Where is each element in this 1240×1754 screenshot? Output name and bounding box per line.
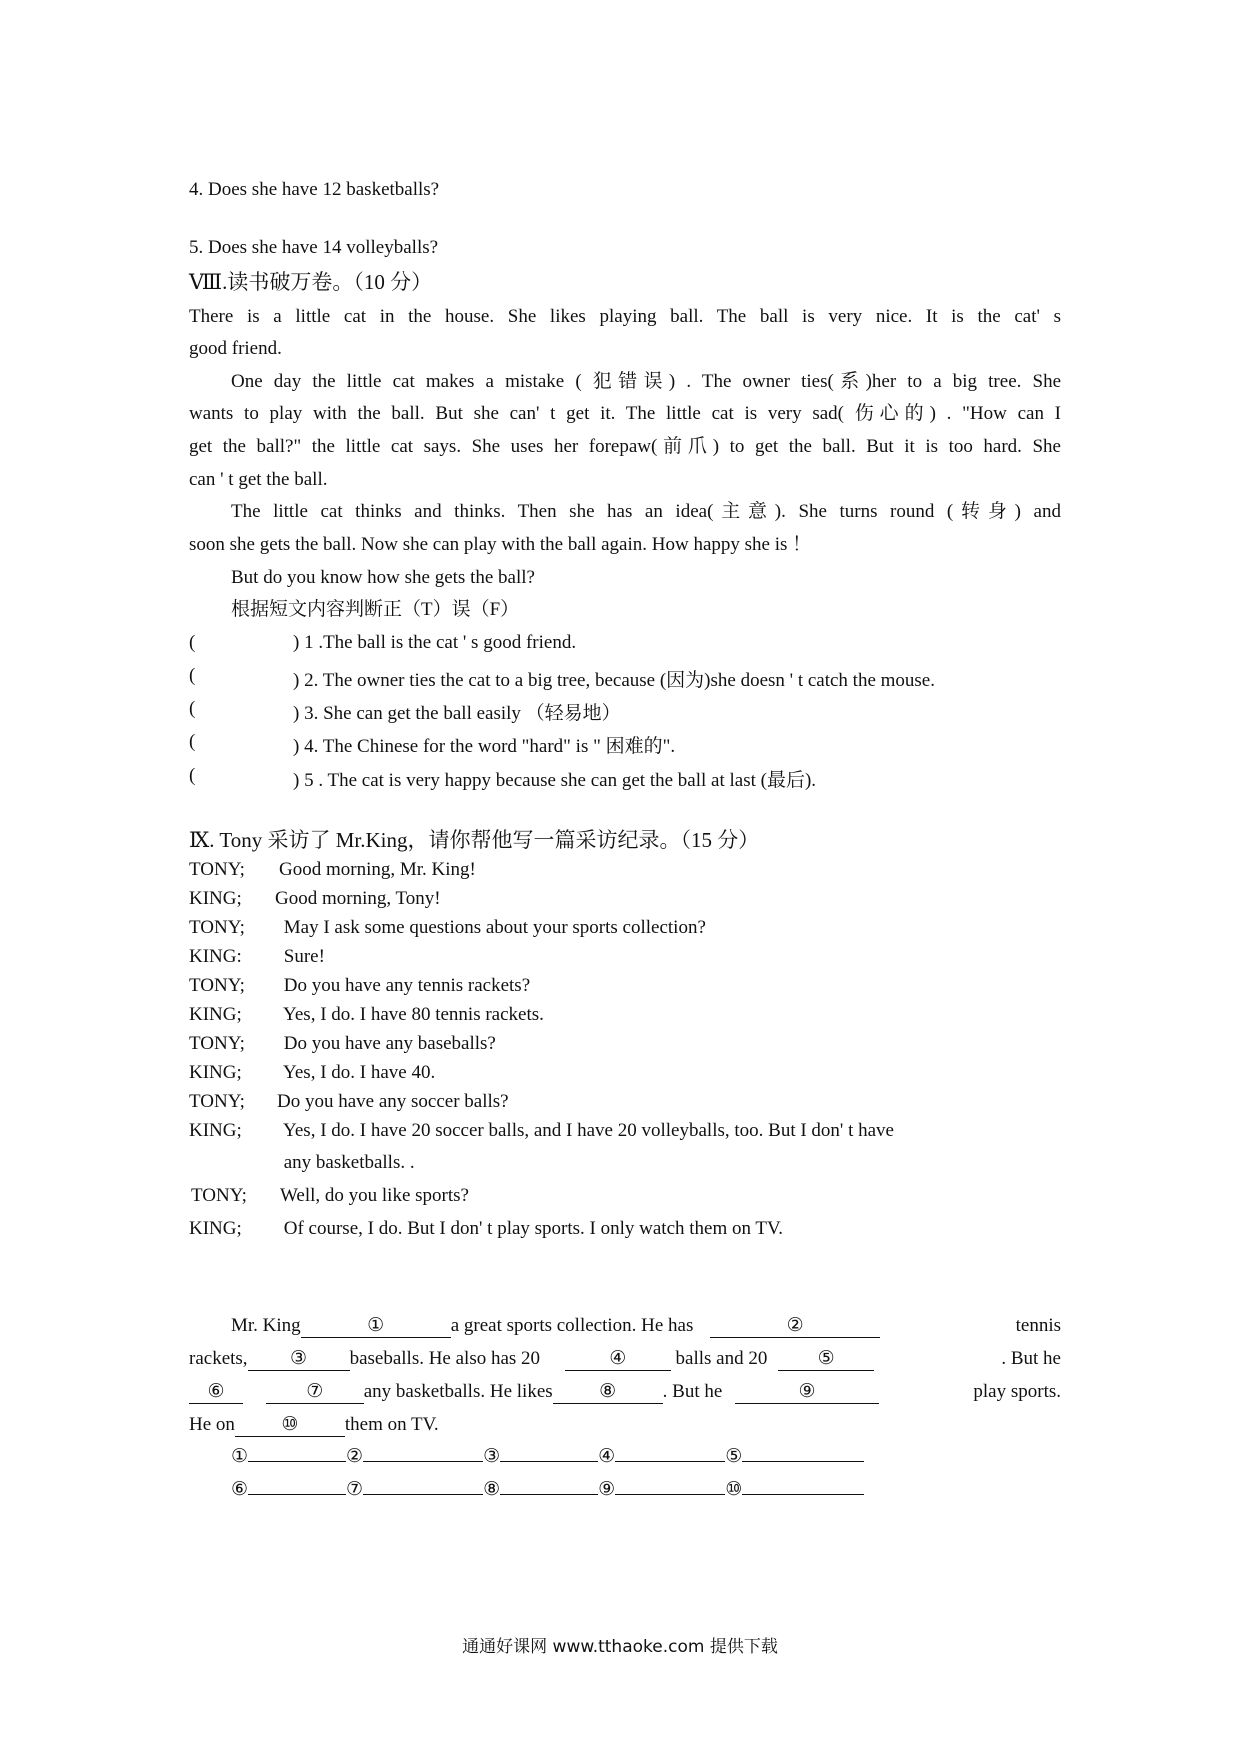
fill-line-4 xyxy=(189,1413,439,1437)
utterance: Yes, I do. I have 80 tennis rackets. xyxy=(279,1004,544,1025)
passage-line: get the ball?" the little cat says. She uses her forepaw(前爪) to get the ball. But it is too hard. She xyxy=(189,436,1061,457)
answer-blank-1[interactable] xyxy=(248,1461,346,1462)
passage-line: can ' t get the ball. xyxy=(189,469,328,490)
blank-marker: ⑦ xyxy=(306,1381,324,1402)
fill-text: tennis xyxy=(1015,1315,1061,1336)
fill-blank-7[interactable] xyxy=(266,1381,364,1404)
tf-item-text: ) 5 . The cat is very happy because she can get the ball at last (最后). xyxy=(293,770,817,791)
page-footer: 通通好课网 www.tthaoke.com 提供下载 xyxy=(462,1637,778,1657)
passage-line: soon she gets the ball. Now she can play with the ball again. How happy she is ！ xyxy=(189,534,812,555)
answer-marker: ③ xyxy=(483,1446,501,1467)
tf-item xyxy=(189,632,577,654)
answer-blank-10[interactable] xyxy=(742,1494,864,1495)
speaker: KING; xyxy=(189,888,242,909)
dialogue-line xyxy=(189,1003,544,1027)
dialogue-line xyxy=(189,1032,496,1056)
dialogue-line xyxy=(191,1184,469,1208)
passage-line: But do you know how she gets the ball? xyxy=(231,567,535,588)
question-4: 4. Does she have 12 basketballs? xyxy=(189,179,440,200)
utterance: Yes, I do. I have 20 soccer balls, and I have 20 volleyballs, too. But I don' t have xyxy=(279,1120,894,1141)
fill-line-3 xyxy=(189,1380,1061,1404)
blank-marker: ⑧ xyxy=(599,1381,617,1402)
utterance: Well, do you like sports? xyxy=(280,1185,469,1206)
dialogue-line xyxy=(189,974,530,998)
fill-blank-9[interactable] xyxy=(735,1381,879,1404)
tf-answer-slot[interactable]: ( xyxy=(189,731,196,752)
speaker: TONY; xyxy=(189,975,245,996)
speaker: TONY; xyxy=(189,859,245,880)
answer-marker: ④ xyxy=(598,1446,616,1467)
blank-marker: ④ xyxy=(609,1348,627,1369)
tf-instruction: 根据短文内容判断正（T）误（F） xyxy=(231,599,520,620)
tf-answer-slot[interactable]: ( xyxy=(189,665,196,686)
blank-marker: ⑤ xyxy=(817,1348,835,1369)
fill-blank-6[interactable] xyxy=(189,1381,243,1404)
dialogue-line xyxy=(189,945,325,969)
fill-blank-3[interactable] xyxy=(248,1348,350,1371)
dialogue-line xyxy=(189,916,706,940)
answer-marker: ⑨ xyxy=(598,1479,616,1500)
answer-marker: ② xyxy=(346,1446,364,1467)
blank-marker: ① xyxy=(367,1315,385,1336)
utterance: Sure! xyxy=(279,946,325,967)
answer-blank-8[interactable] xyxy=(500,1494,598,1495)
tf-answer-slot[interactable]: ( xyxy=(189,765,196,786)
utterance: May I ask some questions about your sports collection? xyxy=(279,917,706,938)
blank-marker: ⑨ xyxy=(798,1381,816,1402)
passage-line: There is a little cat in the house. She likes playing ball. The ball is very nice. It is the cat' s xyxy=(189,306,1061,327)
tf-answer-slot[interactable]: ( xyxy=(189,698,196,719)
utterance: Of course, I do. But I don' t play sports. I only watch them on TV. xyxy=(279,1218,784,1239)
answer-blank-4[interactable] xyxy=(615,1461,725,1462)
speaker: TONY; xyxy=(189,1091,245,1112)
fill-text: Mr. King xyxy=(231,1315,301,1336)
blank-marker: ⑩ xyxy=(281,1414,299,1435)
speaker: KING; xyxy=(189,1062,242,1083)
fill-blank-5[interactable] xyxy=(778,1348,874,1371)
section-9-title: Ⅸ. Tony 采访了 Mr.King，请你帮他写一篇采访纪录。（15 分） xyxy=(189,828,760,852)
utterance: Do you have any soccer balls? xyxy=(277,1091,509,1112)
fill-text: rackets, xyxy=(189,1348,248,1369)
tf-item xyxy=(189,731,676,757)
fill-text: He on xyxy=(189,1414,235,1435)
dialogue-line xyxy=(189,887,441,911)
fill-blank-8[interactable] xyxy=(553,1381,663,1404)
answer-blank-3[interactable] xyxy=(500,1461,598,1462)
passage-line: The little cat thinks and thinks. Then she has an idea(主意). She turns round (转身) and xyxy=(231,501,1061,522)
answer-marker: ⑧ xyxy=(483,1479,501,1500)
utterance: Good morning, Tony! xyxy=(275,888,441,909)
fill-line-2 xyxy=(189,1347,1061,1371)
answer-row-1 xyxy=(231,1445,864,1469)
blank-marker: ② xyxy=(786,1315,804,1336)
passage-line: good friend. xyxy=(189,338,282,359)
dialogue-line xyxy=(189,1119,894,1143)
dialogue-line xyxy=(189,858,476,882)
fill-text: baseballs. He also has 20 xyxy=(349,1348,541,1369)
fill-text: any basketballs. He likes xyxy=(363,1381,553,1402)
speaker: KING; xyxy=(189,1004,242,1025)
utterance: any basketballs. . xyxy=(279,1152,415,1173)
speaker: KING: xyxy=(189,946,242,967)
utterance: Do you have any baseballs? xyxy=(279,1033,496,1054)
fill-text: balls and 20 xyxy=(675,1348,768,1369)
fill-blank-10[interactable] xyxy=(235,1414,345,1437)
tf-item-text: ) 1 .The ball is the cat ' s good friend. xyxy=(293,632,577,653)
answer-blank-5[interactable] xyxy=(742,1461,864,1462)
fill-text: play sports. xyxy=(973,1381,1061,1402)
dialogue-line xyxy=(189,1151,415,1175)
speaker: TONY; xyxy=(189,1033,245,1054)
answer-marker: ① xyxy=(231,1446,249,1467)
speaker: KING; xyxy=(189,1218,242,1239)
fill-blank-4[interactable] xyxy=(565,1348,671,1371)
utterance: Do you have any tennis rackets? xyxy=(279,975,531,996)
fill-blank-1[interactable] xyxy=(301,1315,451,1338)
tf-answer-slot[interactable]: ( xyxy=(189,632,196,653)
answer-marker: ⑤ xyxy=(725,1446,743,1467)
tf-item-text: ) 3. She can get the ball easily （轻易地） xyxy=(293,703,621,724)
fill-text: . But he xyxy=(1001,1348,1061,1369)
tf-item xyxy=(189,765,817,791)
question-5: 5. Does she have 14 volleyballs? xyxy=(189,237,439,258)
tf-item-text: ) 2. The owner ties the cat to a big tree, because (因为)she doesn ' t catch the mouse. xyxy=(293,670,935,691)
tf-item xyxy=(189,665,935,691)
fill-blank-2[interactable] xyxy=(710,1315,880,1338)
answer-blank-9[interactable] xyxy=(615,1494,725,1495)
fill-text: . But he xyxy=(662,1381,723,1402)
utterance: Yes, I do. I have 40. xyxy=(279,1062,436,1083)
fill-text: them on TV. xyxy=(344,1414,439,1435)
speaker: TONY; xyxy=(189,917,245,938)
tf-item xyxy=(189,698,621,724)
fill-text: a great sports collection. He has xyxy=(450,1315,694,1336)
answer-blank-2[interactable] xyxy=(363,1461,483,1462)
blank-marker: ③ xyxy=(290,1348,308,1369)
answer-marker: ⑦ xyxy=(346,1479,364,1500)
section-8-title: Ⅷ.读书破万卷。（10 分） xyxy=(189,270,433,294)
dialogue-line xyxy=(189,1217,783,1241)
utterance: Good morning, Mr. King! xyxy=(279,859,476,880)
blank-marker: ⑥ xyxy=(207,1381,225,1402)
answer-marker: ⑥ xyxy=(231,1479,249,1500)
fill-line-1 xyxy=(231,1314,1061,1338)
speaker: KING; xyxy=(189,1120,242,1141)
answer-row-2 xyxy=(231,1478,864,1502)
passage-line: One day the little cat makes a mistake ( 犯错误) . The owner ties(系)her to a big tree. She xyxy=(231,371,1061,392)
answer-blank-6[interactable] xyxy=(248,1494,346,1495)
answer-marker: ⑩ xyxy=(725,1479,743,1500)
dialogue-line xyxy=(189,1090,509,1114)
answer-blank-7[interactable] xyxy=(363,1494,483,1495)
dialogue-line xyxy=(189,1061,435,1085)
tf-item-text: ) 4. The Chinese for the word "hard" is " 困难的". xyxy=(293,736,676,757)
passage-line: wants to play with the ball. But she can' t get it. The little cat is very sad( 伤心的) . "How can I xyxy=(189,403,1061,424)
speaker: TONY; xyxy=(191,1185,247,1206)
